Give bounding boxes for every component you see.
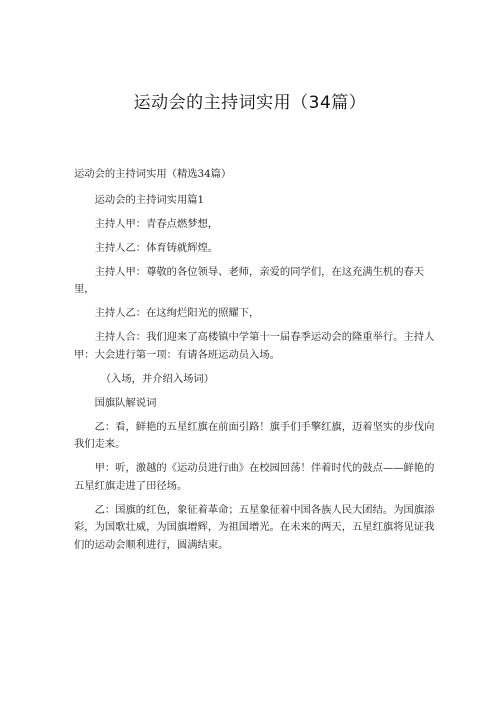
paragraph: 主持人合：我们迎来了高楼镇中学第十一届春季运动会的隆重举行。主持人甲：大会进行第一项：有请各班运动员入场。: [74, 331, 435, 361]
paragraph-section-heading: 国旗队解说词: [94, 396, 157, 409]
paragraph-section-heading: 运动会的主持词实用篇1: [94, 193, 205, 206]
paragraph: 乙：看，鲜艳的五星红旗在前面引路！旗手们手擎红旗，迈着坚实的步伐向我们走来。: [74, 420, 435, 450]
paragraph: 主持人甲：尊敬的各位领导、老师，亲爱的同学们，在这充满生机的春天里，: [74, 265, 425, 295]
paragraph: 乙：国旗的红色，象征着革命；五星象征着中国各族人民大团结。为国旗添彩，为国歌壮威，为国旗增辉，为祖国增光。在未来的两天，五星红旗将见证我们的运动会顺利进行，圆满结束。: [74, 503, 435, 551]
document-body: [74, 166, 440, 561]
paragraph-subtitle: 运动会的主持词实用（精选34篇）: [74, 168, 232, 180]
paragraph: 主持人乙：体育铸就辉煌。: [94, 241, 219, 254]
paragraph: 主持人甲：青春点燃梦想，: [94, 217, 219, 230]
paragraph-stage-note: （入场，并介绍入场词）: [100, 372, 215, 385]
paragraph: 主持人乙：在这绚烂阳光的照耀下，: [94, 307, 260, 319]
document-title: 运动会的主持词实用（34篇）: [133, 93, 367, 113]
paragraph: 甲：听，激越的《运动员进行曲》在校园回荡！伴着时代的鼓点——鲜艳的五星红旗走进了田径场。: [74, 462, 435, 492]
